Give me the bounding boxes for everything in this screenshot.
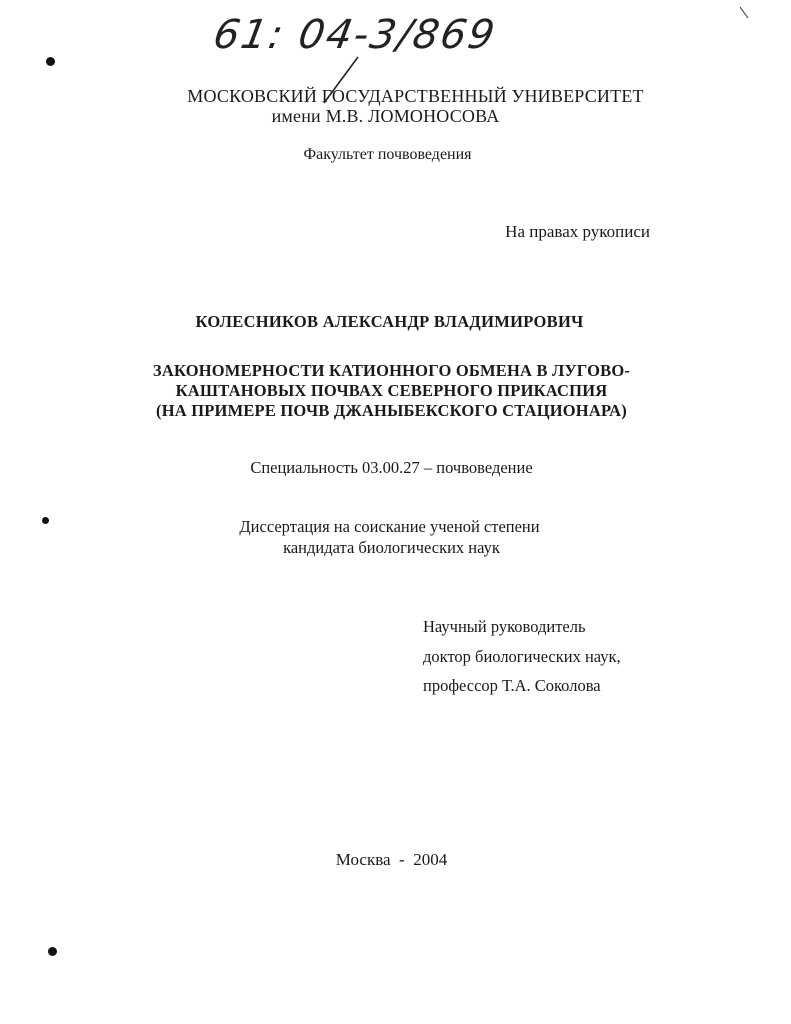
university-name-line2: имени М.В. ЛОМОНОСОВА bbox=[271, 106, 500, 126]
corner-tick-mark bbox=[739, 6, 749, 20]
supervisor-degree: доктор биологических наук, bbox=[423, 646, 621, 666]
supervisor-role: Научный руководитель bbox=[423, 617, 586, 636]
archive-number-handwritten: 61: 04-3/869 bbox=[209, 12, 500, 58]
dissertation-degree-line-1: Диссертация на соискание ученой степени bbox=[239, 517, 540, 536]
thesis-title-line-2: КАШТАНОВЫХ ПОЧВАХ СЕВЕРНОГО ПРИКАСПИЯ bbox=[175, 381, 608, 400]
binding-dot-bottom bbox=[48, 947, 57, 956]
manuscript-note: На правах рукописи bbox=[505, 222, 650, 241]
dissertation-degree-line-2: кандидата биологических наук bbox=[283, 538, 500, 557]
thesis-title-line-3: (НА ПРИМЕРЕ ПОЧВ ДЖАНЫБЕКСКОГО СТАЦИОНАРА) bbox=[156, 401, 627, 420]
supervisor-name: профессор Т.А. Соколова bbox=[423, 676, 601, 695]
supervisor-block bbox=[423, 612, 621, 701]
city-year: Москва - 2004 bbox=[335, 850, 448, 869]
binding-dot-top bbox=[46, 57, 55, 66]
thesis-title-line-1: ЗАКОНОМЕРНОСТИ КАТИОННОГО ОБМЕНА В ЛУГОВО- bbox=[152, 361, 631, 380]
specialty: Специальность 03.00.27 – почвоведение bbox=[250, 458, 533, 477]
faculty-name: Факультет почвоведения bbox=[303, 146, 472, 163]
author-name: КОЛЕСНИКОВ АЛЕКСАНДР ВЛАДИМИРОВИЧ bbox=[195, 312, 584, 331]
university-name: МОСКОВСКИЙ ГОСУДАРСТВЕННЫЙ УНИВЕРСИТЕТ bbox=[187, 86, 644, 106]
